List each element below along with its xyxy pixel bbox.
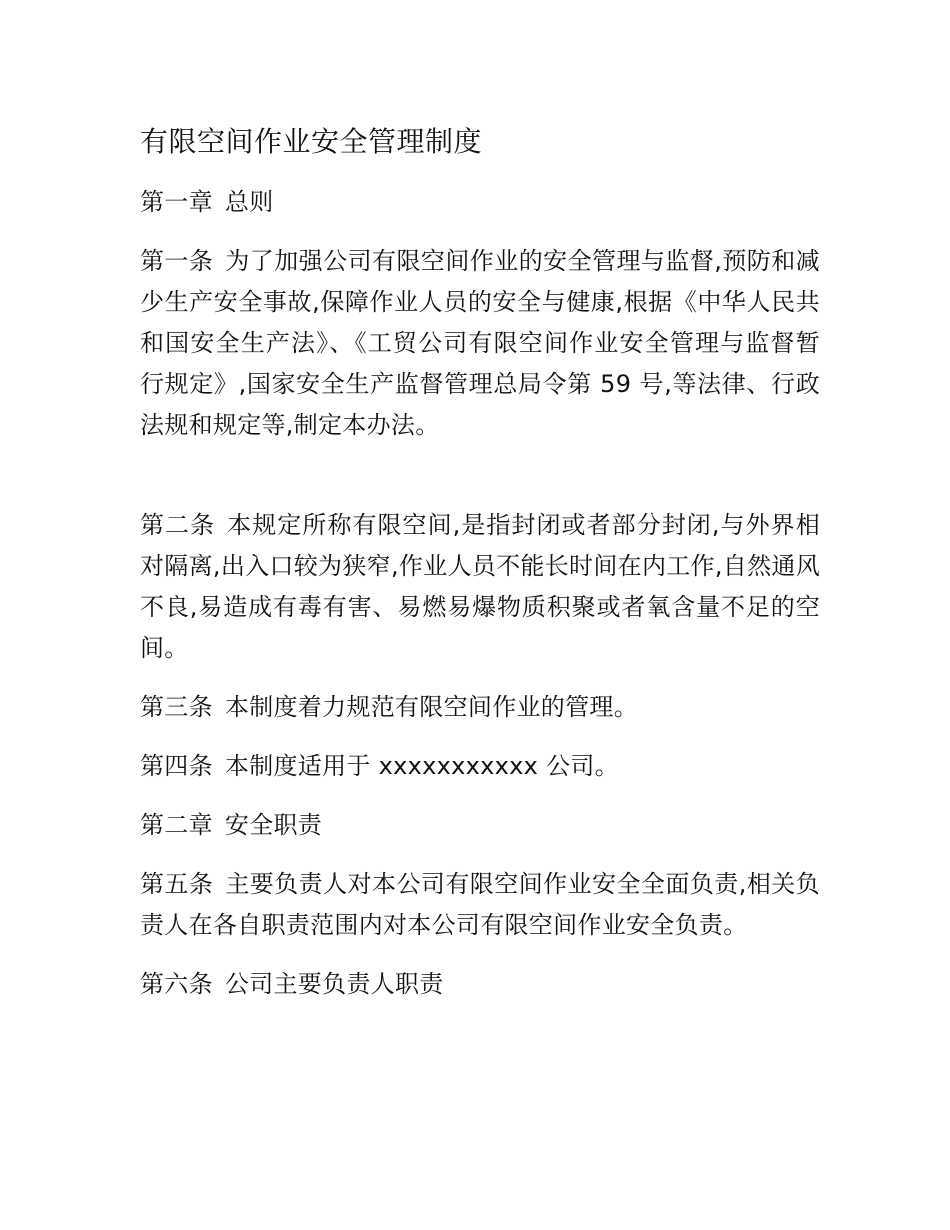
article-text: 本规定所称有限空间,是指封闭或者部分封闭,与外界相对隔离,出入口较为狭窄,作业人员不能长时间在内工作,自然通风不良,易造成有毒有害、易燃易爆物质积聚或者氧含量不足的空间。 (140, 511, 820, 662)
article-paragraph (140, 505, 820, 669)
chapter-label: 第一章 (140, 188, 213, 216)
article-text: 本制度适用于 xxxxxxxxxxx 公司。 (224, 752, 619, 780)
article-paragraph (140, 746, 820, 787)
article-paragraph (140, 864, 820, 946)
article-label: 第六条 (140, 970, 213, 998)
article-label: 第四条 (140, 752, 213, 780)
article-paragraph (140, 964, 820, 1005)
article-label: 第二条 (140, 511, 216, 539)
article-paragraph (140, 687, 820, 728)
document-page (140, 122, 820, 1023)
chapter-label: 第二章 (140, 811, 213, 839)
article-text: 主要负责人对本公司有限空间作业安全全面负责,相关负责人在各自职责范围内对本公司有限空间作业安全负责。 (140, 870, 820, 939)
chapter-text: 总则 (224, 188, 274, 216)
article-label: 第五条 (140, 870, 214, 898)
article-paragraph (140, 241, 820, 446)
article-text: 为了加强公司有限空间作业的安全管理与监督,预防和减少生产安全事故,保障作业人员的安全与健康,根据《中华人民共和国安全生产法》、《工贸公司有限空间作业安全管理与监督暂行规定》,国家安全生产监督管理总局令第 59 号,等法律、行政法规和规定等,制定本办法。 (140, 247, 820, 439)
document-title: 有限空间作业安全管理制度 (140, 125, 483, 158)
chapter-heading (140, 182, 820, 223)
chapter-text: 安全职责 (224, 811, 323, 839)
article-text: 公司主要负责人职责 (224, 970, 444, 998)
article-label: 第一条 (140, 247, 214, 275)
article-label: 第三条 (140, 693, 213, 721)
article-text: 本制度着力规范有限空间作业的管理。 (224, 693, 639, 721)
chapter-heading (140, 805, 820, 846)
